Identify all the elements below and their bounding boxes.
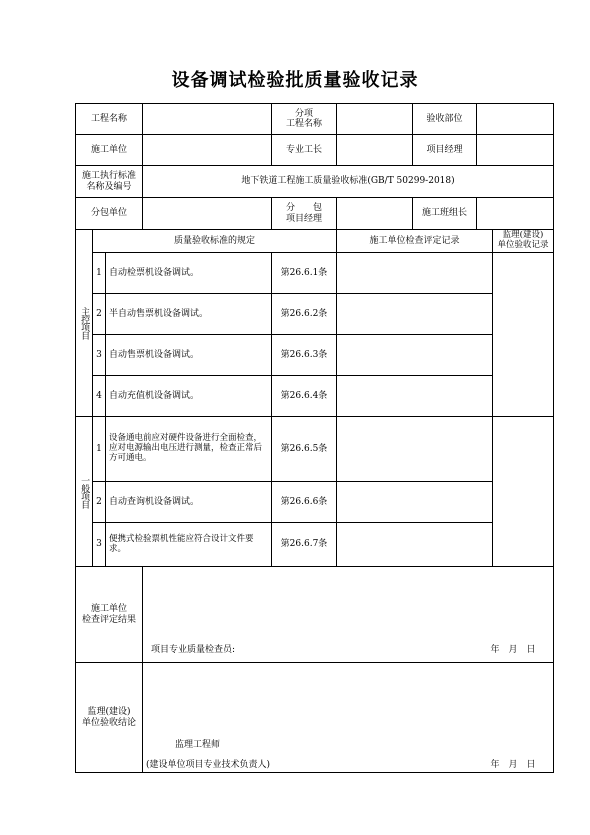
general-item-2-desc: 自动查询机设备调试。 xyxy=(109,496,200,507)
main-item-4-no: 4 xyxy=(96,390,102,401)
construction-unit-value[interactable] xyxy=(143,135,271,165)
foreman-value[interactable] xyxy=(337,135,412,165)
tech-lead-label: (建设单位项目专业技术负责人) xyxy=(146,759,271,770)
construction-result-label: 施工单位 检查评定结果 xyxy=(81,604,136,625)
main-item-3-desc: 自动售票机设备调试。 xyxy=(109,349,200,360)
supervision-conclusion-label: 监理(建设) 单位验收结论 xyxy=(81,707,136,728)
construction-unit-label: 施工单位 xyxy=(90,144,127,155)
main-item-1-no: 1 xyxy=(96,267,102,278)
project-manager-label: 项目经理 xyxy=(426,144,463,155)
general-items-supervision[interactable] xyxy=(493,417,553,566)
main-item-2-no: 2 xyxy=(96,308,102,319)
team-leader-value[interactable] xyxy=(477,198,553,229)
general-item-1-clause: 第26.6.5条 xyxy=(280,443,328,454)
supervision-column-header: 监理(建设) 单位验收记录 xyxy=(497,230,549,250)
acceptance-part-value[interactable] xyxy=(477,104,553,134)
general-items-label: 一般项目 xyxy=(79,475,90,508)
general-item-2-no: 2 xyxy=(96,496,102,507)
team-leader-label: 施工班组长 xyxy=(421,208,467,219)
main-item-4-clause: 第26.6.4条 xyxy=(280,390,328,401)
general-item-3-desc: 便携式检验票机性能应符合设计文件要求。 xyxy=(109,533,254,554)
standard-value: 地下铁道工程施工质量验收标准(GB/T 50299-2018) xyxy=(241,176,455,187)
main-item-4-desc: 自动充值机设备调试。 xyxy=(109,390,200,401)
supervising-engineer-label: 监理工程师 xyxy=(175,739,221,750)
subcontract-unit-label: 分包单位 xyxy=(90,208,127,219)
subitem-project-value[interactable] xyxy=(337,104,412,134)
project-manager-value[interactable] xyxy=(477,135,553,165)
main-item-2-eval[interactable] xyxy=(337,294,492,334)
spec-column-header: 质量验收标准的规定 xyxy=(173,235,255,246)
general-item-2-eval[interactable] xyxy=(337,482,492,522)
page-title: 设备调试检验批质量验收记录 xyxy=(171,70,419,91)
main-item-3-clause: 第26.6.3条 xyxy=(280,349,328,360)
general-item-1-no: 1 xyxy=(96,443,102,454)
main-items-supervision[interactable] xyxy=(493,253,553,416)
general-item-3-clause: 第26.6.7条 xyxy=(280,539,328,550)
general-items-section xyxy=(76,417,92,566)
main-item-3-eval[interactable] xyxy=(337,335,492,375)
subcontract-manager-value[interactable] xyxy=(337,198,412,229)
quality-inspector-label: 项目专业质量检查员: xyxy=(151,644,236,655)
main-item-2-clause: 第26.6.2条 xyxy=(280,308,328,319)
main-items-label: 主控项目 xyxy=(79,307,90,339)
construction-result-date: 年 月 日 xyxy=(490,644,536,655)
project-name-value[interactable] xyxy=(143,104,271,134)
main-item-2-desc: 半自动售票机设备调试。 xyxy=(109,308,209,319)
general-item-2-clause: 第26.6.6条 xyxy=(280,496,328,507)
standard-label: 施工执行标准 名称及编号 xyxy=(81,171,136,192)
main-items-section xyxy=(76,230,92,416)
main-item-1-desc: 自动检票机设备调试。 xyxy=(109,267,200,278)
construction-eval-column-header: 施工单位检查评定记录 xyxy=(369,235,460,246)
general-item-3-eval[interactable] xyxy=(337,523,492,566)
subitem-project-label: 分项 工程名称 xyxy=(285,108,322,129)
main-item-4-eval[interactable] xyxy=(337,376,492,416)
general-item-1-eval[interactable] xyxy=(337,417,492,481)
project-name-label: 工程名称 xyxy=(90,113,127,124)
subcontract-manager-label: 分 包 项目经理 xyxy=(285,203,322,224)
general-item-1-desc: 设备通电前应对硬件设备进行全面检查，应对电源输出电压进行测量，检查正常后方可通电。 xyxy=(109,433,263,463)
main-item-1-clause: 第26.6.1条 xyxy=(280,267,328,278)
acceptance-part-label: 验收部位 xyxy=(426,113,463,124)
main-item-1-eval[interactable] xyxy=(337,253,492,293)
general-item-3-no: 3 xyxy=(96,539,102,550)
foreman-label: 专业工长 xyxy=(285,144,322,155)
supervision-conclusion-date: 年 月 日 xyxy=(490,759,536,770)
subcontract-unit-value[interactable] xyxy=(143,198,271,229)
main-item-3-no: 3 xyxy=(96,349,102,360)
